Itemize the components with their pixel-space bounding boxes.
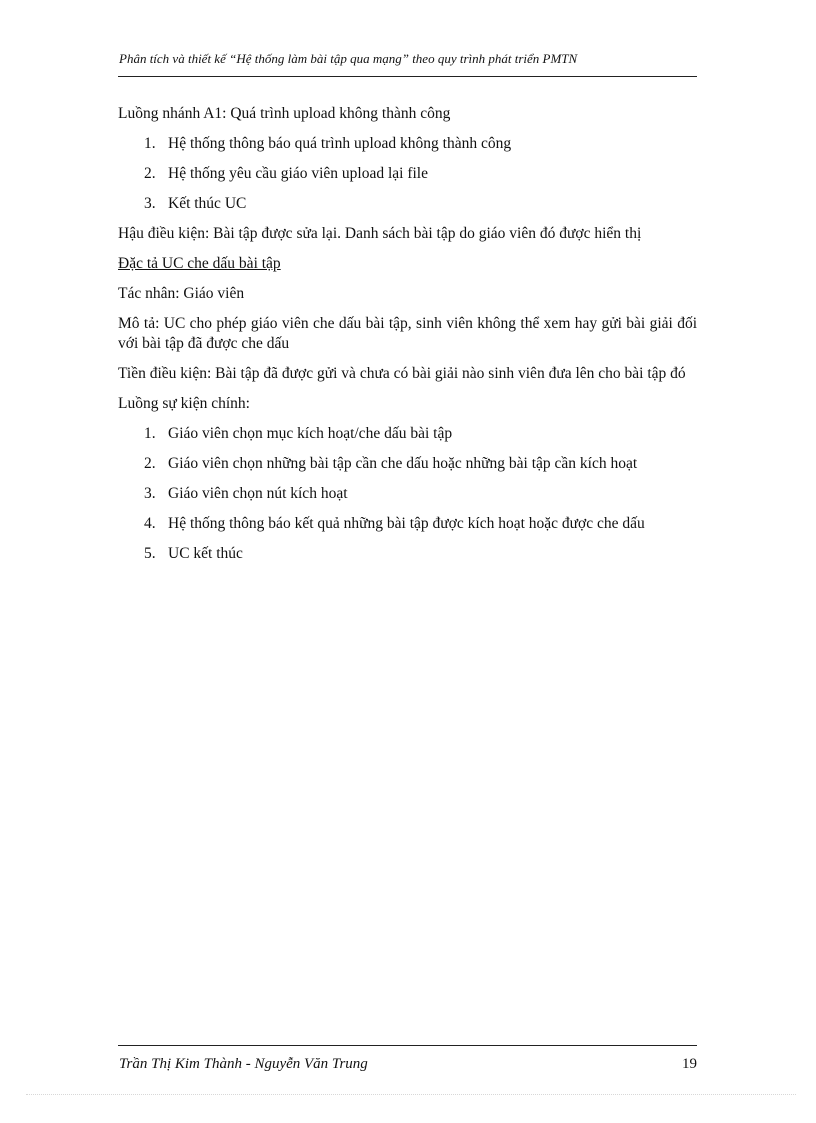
list-item xyxy=(118,424,697,444)
list-item-text: Giáo viên chọn mục kích hoạt/che dấu bài tập xyxy=(168,425,453,442)
list-item-text: Hệ thống thông báo quá trình upload không thành công xyxy=(168,135,512,152)
list-item-text: Hệ thống thông báo kết quả những bài tập được kích hoạt hoặc được che dấu xyxy=(168,515,645,532)
main-flow-steps xyxy=(118,424,697,564)
list-item xyxy=(118,514,697,534)
list-item xyxy=(118,484,697,504)
page-edge-divider xyxy=(26,1094,796,1095)
main-flow-title: Luồng sự kiện chính: xyxy=(118,395,250,412)
actor-text: Tác nhân: Giáo viên xyxy=(118,285,245,302)
list-item xyxy=(118,454,697,474)
list-item-number: 1. xyxy=(144,425,156,442)
list-item-number: 2. xyxy=(144,165,156,182)
alt-flow-a1-steps xyxy=(118,134,697,214)
list-item xyxy=(118,194,697,214)
page-number: 19 xyxy=(682,1056,697,1072)
list-item-text: Giáo viên chọn những bài tập cần che dấu hoặc những bài tập cần kích hoạt xyxy=(168,455,638,472)
alt-flow-a1-title: Luồng nhánh A1: Quá trình upload không thành công xyxy=(118,105,451,122)
list-item-text: Giáo viên chọn nút kích hoạt xyxy=(168,485,348,502)
footer-authors: Trần Thị Kim Thành - Nguyễn Văn Trung xyxy=(119,1056,368,1072)
document-body xyxy=(118,104,697,574)
header-divider xyxy=(118,76,697,77)
list-item-number: 2. xyxy=(144,455,156,472)
footer-divider xyxy=(118,1045,697,1046)
list-item xyxy=(118,544,697,564)
postcondition-text: Hậu điều kiện: Bài tập được sửa lại. Danh sách bài tập do giáo viên đó được hiển thị xyxy=(118,225,642,242)
list-item-text: UC kết thúc xyxy=(168,545,243,562)
list-item xyxy=(118,134,697,154)
list-item-text: Kết thúc UC xyxy=(168,195,247,212)
list-item-text: Hệ thống yêu cầu giáo viên upload lại file xyxy=(168,165,428,182)
list-item-number: 1. xyxy=(144,135,156,152)
list-item-number: 3. xyxy=(144,485,156,502)
section-heading: Đặc tả UC che dấu bài tập xyxy=(118,255,281,272)
list-item-number: 3. xyxy=(144,195,156,212)
page-header-title: Phân tích và thiết kế “Hệ thống làm bài tập qua mạng” theo quy trình phát triển PMTN xyxy=(119,51,578,66)
list-item-number: 4. xyxy=(144,515,156,532)
list-item-number: 5. xyxy=(144,545,156,562)
description-text: Mô tả: UC cho phép giáo viên che dấu bài tập, sinh viên không thể xem hay gửi bài giải đối với bài tập đã được che dấu xyxy=(118,315,697,352)
precondition-text: Tiền điều kiện: Bài tập đã được gửi và chưa có bài giải nào sinh viên đưa lên cho bài tập đó xyxy=(118,365,686,382)
list-item xyxy=(118,164,697,184)
